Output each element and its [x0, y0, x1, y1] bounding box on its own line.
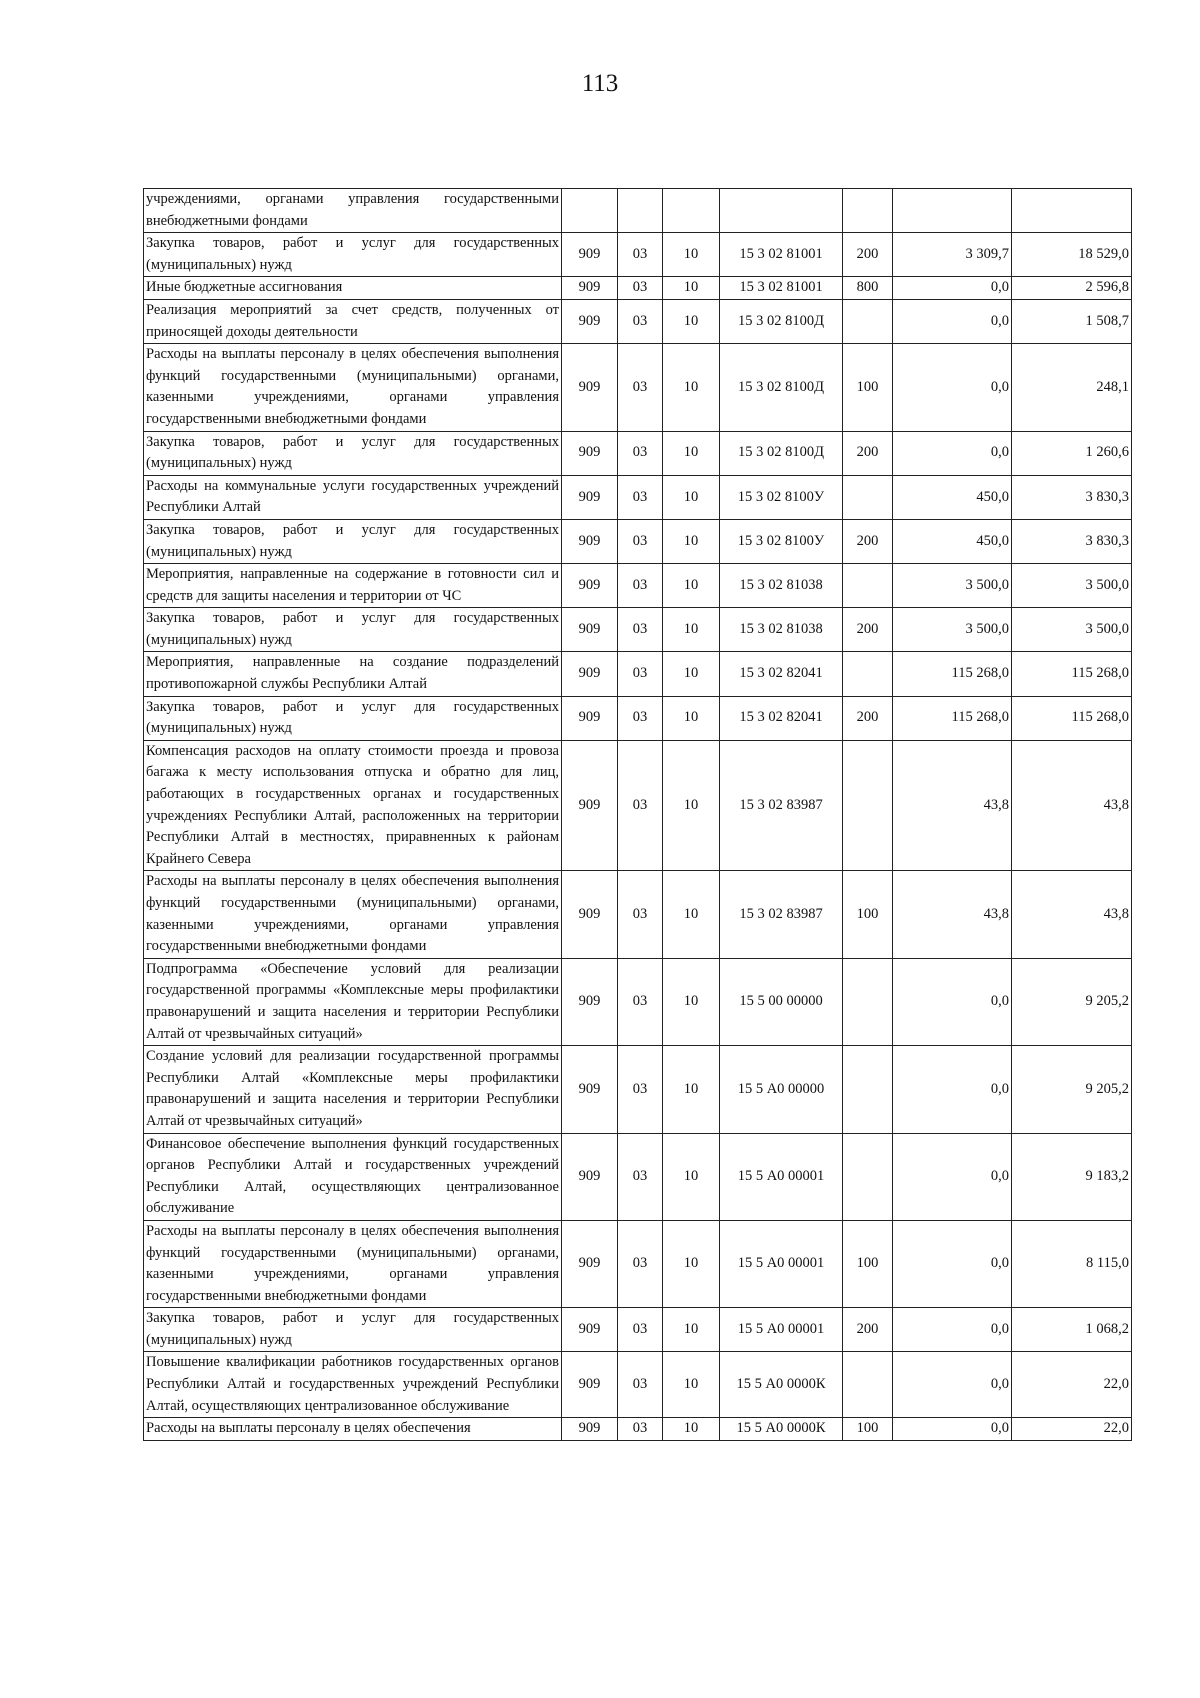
cell-target-article: 15 5 А0 00001	[720, 1133, 843, 1220]
table-row	[144, 1352, 1132, 1418]
table-row	[144, 519, 1132, 563]
cell-subsection: 10	[663, 519, 720, 563]
cell-amount-1: 115 268,0	[893, 696, 1012, 740]
table-row	[144, 871, 1132, 958]
cell-grbs: 909	[562, 1133, 618, 1220]
page-number: 113	[581, 70, 619, 97]
cell-target-article: 15 3 02 8100Д	[720, 431, 843, 475]
cell-section: 03	[618, 740, 663, 871]
table-row	[144, 1220, 1132, 1307]
cell-section: 03	[618, 696, 663, 740]
cell-description: Подпрограмма «Обеспечение условий для реализации государственной программы «Комплексные меры профилактики правонарушений и защита населения и территории Республики Алтай от чрезвычайных ситуаций»	[144, 958, 562, 1045]
cell-grbs: 909	[562, 652, 618, 696]
cell-amount-2: 43,8	[1012, 740, 1132, 871]
table-body	[144, 189, 1132, 1441]
cell-grbs: 909	[562, 519, 618, 563]
cell-grbs: 909	[562, 344, 618, 431]
cell-section: 03	[618, 344, 663, 431]
cell-amount-2: 9 205,2	[1012, 1046, 1132, 1133]
cell-amount-2: 115 268,0	[1012, 696, 1132, 740]
cell-description: Расходы на выплаты персоналу в целях обеспечения выполнения функций государственными (муниципальными) органами, казенными учреждениями, органами управления государственными внебюджетными фондами	[144, 871, 562, 958]
table-row	[144, 1418, 1132, 1441]
cell-amount-1: 0,0	[893, 1418, 1012, 1441]
cell-amount-2: 43,8	[1012, 871, 1132, 958]
cell-expense-type: 800	[843, 277, 893, 300]
cell-section: 03	[618, 1133, 663, 1220]
cell-target-article: 15 3 02 81038	[720, 608, 843, 652]
cell-expense-type: 200	[843, 1308, 893, 1352]
cell-amount-2: 9 183,2	[1012, 1133, 1132, 1220]
cell-target-article: 15 3 02 83987	[720, 871, 843, 958]
cell-subsection: 10	[663, 652, 720, 696]
cell-subsection	[663, 189, 720, 233]
cell-expense-type	[843, 564, 893, 608]
cell-grbs: 909	[562, 1352, 618, 1418]
cell-section: 03	[618, 233, 663, 277]
table-row	[144, 564, 1132, 608]
cell-section: 03	[618, 1418, 663, 1441]
cell-expense-type: 200	[843, 696, 893, 740]
cell-expense-type	[843, 958, 893, 1045]
cell-section: 03	[618, 958, 663, 1045]
cell-section: 03	[618, 519, 663, 563]
budget-table	[143, 188, 1132, 1441]
cell-amount-1	[893, 189, 1012, 233]
cell-grbs: 909	[562, 475, 618, 519]
cell-amount-2: 18 529,0	[1012, 233, 1132, 277]
table-row	[144, 608, 1132, 652]
cell-section: 03	[618, 1220, 663, 1307]
cell-expense-type: 100	[843, 344, 893, 431]
cell-expense-type	[843, 299, 893, 343]
cell-grbs: 909	[562, 564, 618, 608]
cell-amount-1: 0,0	[893, 1308, 1012, 1352]
cell-amount-1: 0,0	[893, 299, 1012, 343]
cell-section: 03	[618, 475, 663, 519]
cell-expense-type: 200	[843, 233, 893, 277]
cell-subsection: 10	[663, 475, 720, 519]
cell-grbs: 909	[562, 1220, 618, 1307]
cell-expense-type: 200	[843, 431, 893, 475]
cell-amount-2: 248,1	[1012, 344, 1132, 431]
cell-target-article	[720, 189, 843, 233]
cell-amount-1: 43,8	[893, 871, 1012, 958]
cell-description: Мероприятия, направленные на создание подразделений противопожарной службы Республики Алтай	[144, 652, 562, 696]
table-row	[144, 233, 1132, 277]
cell-amount-1: 3 500,0	[893, 564, 1012, 608]
table-row	[144, 1308, 1132, 1352]
cell-description: Закупка товаров, работ и услуг для государственных (муниципальных) нужд	[144, 431, 562, 475]
cell-expense-type	[843, 1046, 893, 1133]
cell-description: Закупка товаров, работ и услуг для государственных (муниципальных) нужд	[144, 1308, 562, 1352]
table-row	[144, 475, 1132, 519]
cell-subsection: 10	[663, 277, 720, 300]
cell-amount-1: 0,0	[893, 1220, 1012, 1307]
cell-description: Финансовое обеспечение выполнения функций государственных органов Республики Алтай и государственных учреждений Республики Алтай, осуществляющих централизованное обслуживание	[144, 1133, 562, 1220]
cell-section: 03	[618, 564, 663, 608]
cell-expense-type	[843, 475, 893, 519]
cell-subsection: 10	[663, 564, 720, 608]
cell-description: Компенсация расходов на оплату стоимости проезда и провоза багажа к месту использования отпуска и обратно для лиц, работающих в государственных органах и государственных учреждениях Республики Алтай, расположенных на территории Республики Алтай в местностях, приравненных к районам Крайнего Севера	[144, 740, 562, 871]
cell-amount-1: 0,0	[893, 1046, 1012, 1133]
cell-section: 03	[618, 1308, 663, 1352]
cell-subsection: 10	[663, 1046, 720, 1133]
cell-amount-2: 9 205,2	[1012, 958, 1132, 1045]
cell-amount-2: 1 260,6	[1012, 431, 1132, 475]
cell-target-article: 15 3 02 83987	[720, 740, 843, 871]
cell-description: Закупка товаров, работ и услуг для государственных (муниципальных) нужд	[144, 608, 562, 652]
cell-amount-1: 3 500,0	[893, 608, 1012, 652]
cell-subsection: 10	[663, 233, 720, 277]
cell-target-article: 15 5 А0 00001	[720, 1220, 843, 1307]
table-row	[144, 652, 1132, 696]
cell-subsection: 10	[663, 871, 720, 958]
cell-amount-2: 8 115,0	[1012, 1220, 1132, 1307]
cell-section: 03	[618, 299, 663, 343]
cell-expense-type: 200	[843, 608, 893, 652]
cell-amount-1: 0,0	[893, 277, 1012, 300]
cell-description: Закупка товаров, работ и услуг для государственных (муниципальных) нужд	[144, 519, 562, 563]
cell-amount-2: 3 500,0	[1012, 564, 1132, 608]
cell-target-article: 15 5 А0 00000	[720, 1046, 843, 1133]
cell-subsection: 10	[663, 1352, 720, 1418]
table-row	[144, 958, 1132, 1045]
cell-section	[618, 189, 663, 233]
cell-amount-1: 0,0	[893, 958, 1012, 1045]
cell-target-article: 15 3 02 82041	[720, 696, 843, 740]
cell-grbs: 909	[562, 871, 618, 958]
cell-target-article: 15 3 02 81001	[720, 277, 843, 300]
cell-subsection: 10	[663, 344, 720, 431]
table-row	[144, 299, 1132, 343]
cell-section: 03	[618, 431, 663, 475]
cell-amount-1: 0,0	[893, 431, 1012, 475]
cell-amount-2: 115 268,0	[1012, 652, 1132, 696]
table-row	[144, 431, 1132, 475]
cell-subsection: 10	[663, 1308, 720, 1352]
cell-target-article: 15 3 02 8100У	[720, 519, 843, 563]
table-row	[144, 344, 1132, 431]
cell-expense-type	[843, 652, 893, 696]
cell-subsection: 10	[663, 740, 720, 871]
cell-section: 03	[618, 1352, 663, 1418]
cell-amount-1: 3 309,7	[893, 233, 1012, 277]
cell-grbs: 909	[562, 1308, 618, 1352]
cell-expense-type	[843, 1352, 893, 1418]
cell-target-article: 15 5 А0 0000К	[720, 1418, 843, 1441]
cell-description: учреждениями, органами управления государственными внебюджетными фондами	[144, 189, 562, 233]
cell-amount-2: 3 830,3	[1012, 519, 1132, 563]
cell-grbs: 909	[562, 233, 618, 277]
cell-section: 03	[618, 871, 663, 958]
cell-amount-1: 0,0	[893, 1133, 1012, 1220]
table-row	[144, 1133, 1132, 1220]
cell-description: Закупка товаров, работ и услуг для государственных (муниципальных) нужд	[144, 696, 562, 740]
cell-description: Иные бюджетные ассигнования	[144, 277, 562, 300]
cell-target-article: 15 5 А0 0000К	[720, 1352, 843, 1418]
cell-target-article: 15 3 02 8100У	[720, 475, 843, 519]
cell-subsection: 10	[663, 1133, 720, 1220]
cell-section: 03	[618, 608, 663, 652]
cell-grbs: 909	[562, 277, 618, 300]
cell-expense-type: 100	[843, 871, 893, 958]
table-row	[144, 740, 1132, 871]
cell-description: Расходы на коммунальные услуги государственных учреждений Республики Алтай	[144, 475, 562, 519]
table-row	[144, 1046, 1132, 1133]
cell-amount-1: 0,0	[893, 1352, 1012, 1418]
cell-amount-2	[1012, 189, 1132, 233]
cell-grbs	[562, 189, 618, 233]
cell-description: Реализация мероприятий за счет средств, полученных от приносящей доходы деятельности	[144, 299, 562, 343]
cell-amount-1: 43,8	[893, 740, 1012, 871]
cell-section: 03	[618, 652, 663, 696]
cell-description: Повышение квалификации работников государственных органов Республики Алтай и государственных учреждений Республики Алтай, осуществляющих централизованное обслуживание	[144, 1352, 562, 1418]
cell-subsection: 10	[663, 608, 720, 652]
cell-target-article: 15 5 00 00000	[720, 958, 843, 1045]
cell-description: Расходы на выплаты персоналу в целях обеспечения	[144, 1418, 562, 1441]
cell-amount-1: 450,0	[893, 519, 1012, 563]
cell-expense-type: 200	[843, 519, 893, 563]
cell-subsection: 10	[663, 1418, 720, 1441]
cell-description: Мероприятия, направленные на содержание в готовности сил и средств для защиты населения и территории от ЧС	[144, 564, 562, 608]
cell-target-article: 15 3 02 8100Д	[720, 299, 843, 343]
cell-amount-2: 1 068,2	[1012, 1308, 1132, 1352]
cell-amount-1: 450,0	[893, 475, 1012, 519]
cell-grbs: 909	[562, 696, 618, 740]
cell-amount-2: 22,0	[1012, 1418, 1132, 1441]
cell-subsection: 10	[663, 431, 720, 475]
cell-amount-1: 115 268,0	[893, 652, 1012, 696]
cell-description: Расходы на выплаты персоналу в целях обеспечения выполнения функций государственными (муниципальными) органами, казенными учреждениями, органами управления государственными внебюджетными фондами	[144, 1220, 562, 1307]
cell-amount-2: 2 596,8	[1012, 277, 1132, 300]
cell-grbs: 909	[562, 1046, 618, 1133]
cell-subsection: 10	[663, 299, 720, 343]
cell-target-article: 15 3 02 81001	[720, 233, 843, 277]
cell-expense-type: 100	[843, 1418, 893, 1441]
cell-grbs: 909	[562, 608, 618, 652]
cell-amount-2: 3 830,3	[1012, 475, 1132, 519]
cell-section: 03	[618, 1046, 663, 1133]
cell-target-article: 15 3 02 81038	[720, 564, 843, 608]
cell-subsection: 10	[663, 958, 720, 1045]
cell-subsection: 10	[663, 1220, 720, 1307]
cell-target-article: 15 3 02 8100Д	[720, 344, 843, 431]
cell-amount-2: 1 508,7	[1012, 299, 1132, 343]
cell-amount-1: 0,0	[893, 344, 1012, 431]
cell-subsection: 10	[663, 696, 720, 740]
cell-section: 03	[618, 277, 663, 300]
cell-target-article: 15 3 02 82041	[720, 652, 843, 696]
cell-grbs: 909	[562, 958, 618, 1045]
cell-expense-type	[843, 1133, 893, 1220]
table-row	[144, 277, 1132, 300]
cell-expense-type: 100	[843, 1220, 893, 1307]
cell-grbs: 909	[562, 299, 618, 343]
cell-target-article: 15 5 А0 00001	[720, 1308, 843, 1352]
cell-description: Расходы на выплаты персоналу в целях обеспечения выполнения функций государственными (муниципальными) органами, казенными учреждениями, органами управления государственными внебюджетными фондами	[144, 344, 562, 431]
cell-expense-type	[843, 740, 893, 871]
table-row	[144, 189, 1132, 233]
cell-grbs: 909	[562, 431, 618, 475]
cell-amount-2: 3 500,0	[1012, 608, 1132, 652]
table-row	[144, 696, 1132, 740]
cell-description: Закупка товаров, работ и услуг для государственных (муниципальных) нужд	[144, 233, 562, 277]
cell-grbs: 909	[562, 740, 618, 871]
cell-grbs: 909	[562, 1418, 618, 1441]
cell-amount-2: 22,0	[1012, 1352, 1132, 1418]
cell-description: Создание условий для реализации государственной программы Республики Алтай «Комплексные меры профилактики правонарушений и защита населения и территории Республики Алтай от чрезвычайных ситуаций»	[144, 1046, 562, 1133]
cell-expense-type	[843, 189, 893, 233]
